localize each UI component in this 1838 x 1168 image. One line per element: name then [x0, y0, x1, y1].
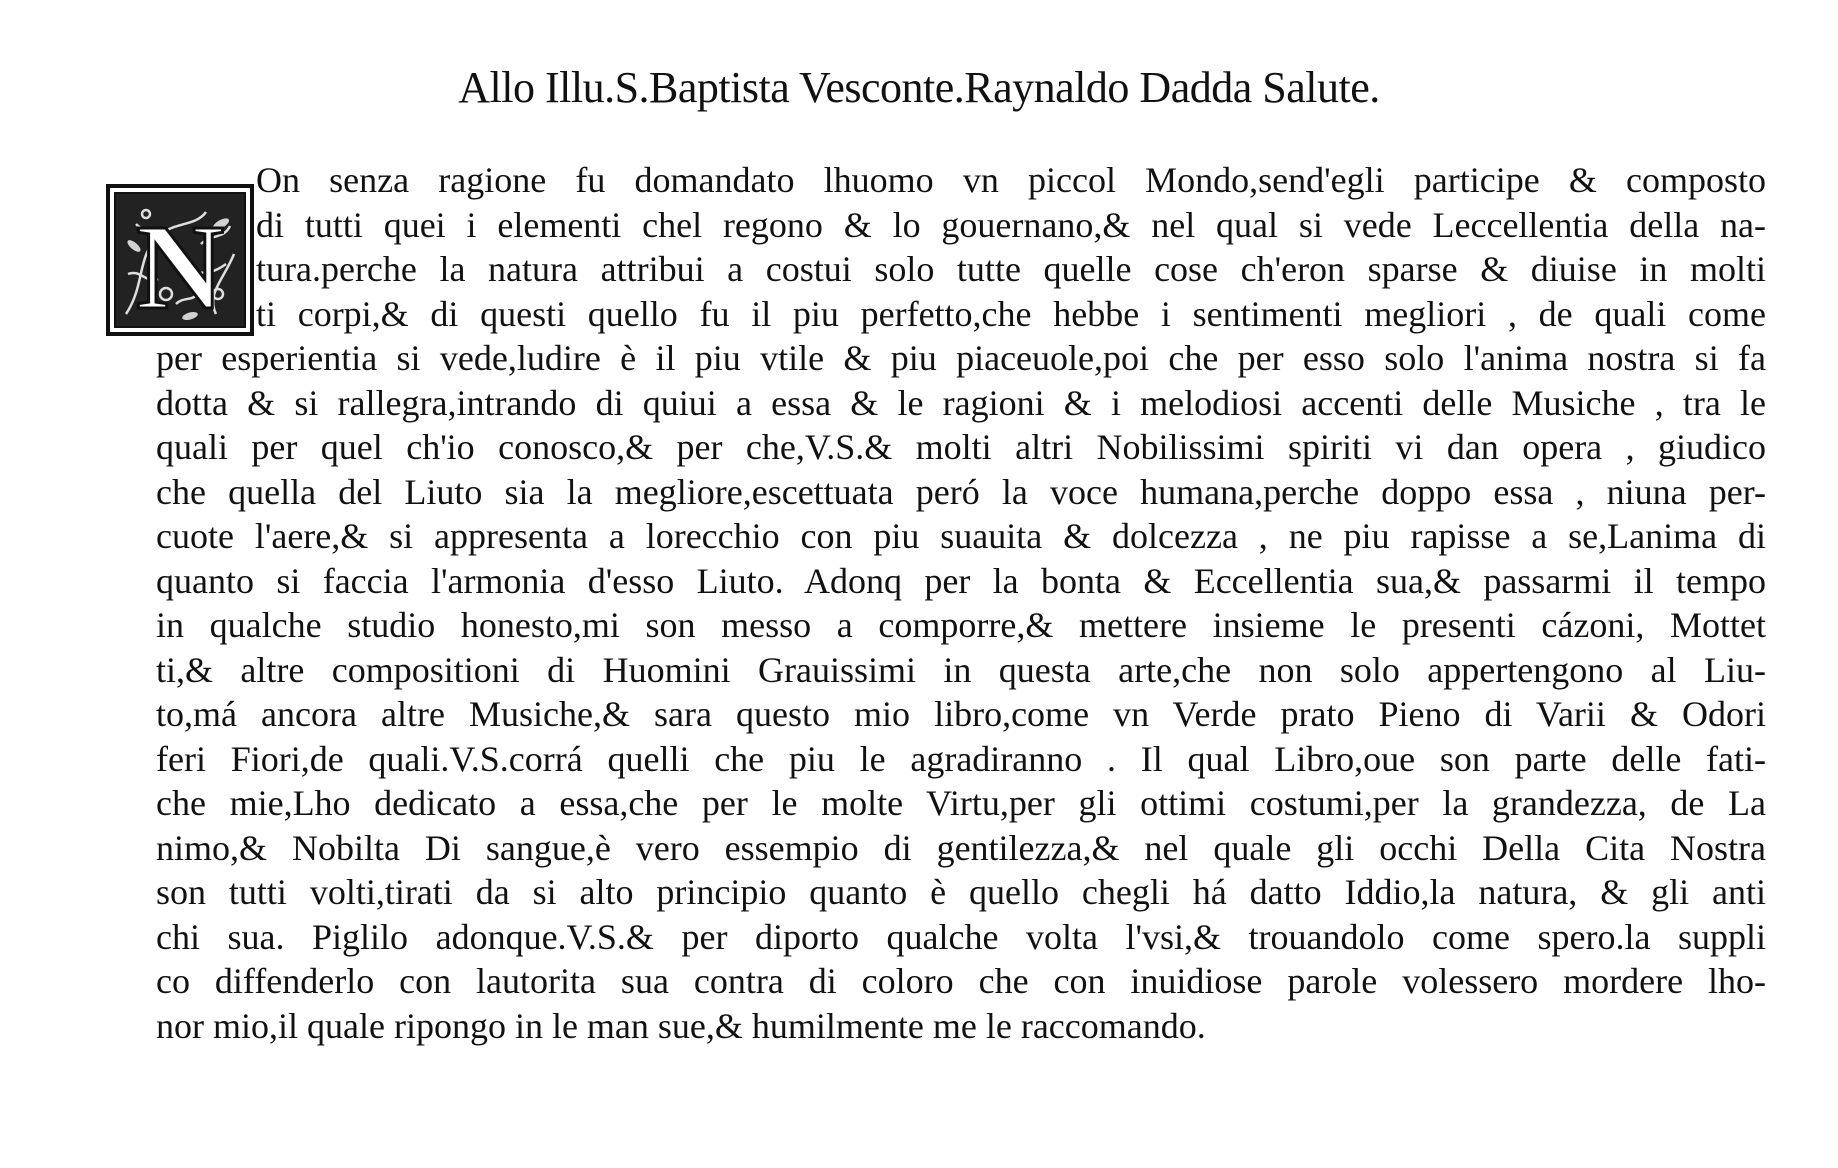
- text-line: cuote l'aere,& si appresenta a lorecchio con piu suauita & dolcezza , ne piu rapisse a se,Lanima di: [156, 516, 1766, 556]
- initial-letter: N: [135, 200, 225, 335]
- dedication-heading: Allo Illu.S.Baptista Vesconte.Raynaldo Dadda Salute.: [458, 63, 1380, 112]
- text-line: nor mio,il quale ripongo in le man sue,& humilmente me le raccomando.: [156, 1005, 1206, 1046]
- text-line: to,má ancora altre Musiche,& sara questo mio libro,come vn Verde prato Pieno di Varii & Odori: [156, 694, 1766, 734]
- text-line: ti corpi,& di questi quello fu il piu perfetto,che hebbe i sentimenti megliori , de quali come: [256, 293, 1766, 334]
- text-line: son tutti volti,tirati da si alto principio quanto è quello chegli há datto Iddio,la natura, & gli anti: [156, 872, 1766, 912]
- text-line: On senza ragione fu domandato lhuomo vn piccol Mondo,send'egli participe & composto: [256, 160, 1766, 200]
- text-line: chi sua. Piglilo adonque.V.S.& per diporto qualche volta l'vsi,& trouandolo come spero.la suppli: [156, 916, 1766, 957]
- text-line: quali per quel ch'io conosco,& per che,V.S.& molti altri Nobilissimi spiriti vi dan opera , giudico: [156, 427, 1766, 467]
- text-line: di tutti quei i elementi chel regono & lo gouernano,& nel qual si vede Leccellentia della na-: [256, 204, 1766, 245]
- text-line: dotta & si rallegra,intrando di quiui a essa & le ragioni & i melodiosi accenti delle Musiche , tra le: [156, 382, 1766, 423]
- text-line: co diffenderlo con lautorita sua contra di coloro che con inuidiose parole volessero mordere lho-: [156, 961, 1766, 1001]
- text-line: in qualche studio honesto,mi son messo a comporre,& mettere insieme le presenti cázoni, Mottet: [156, 605, 1766, 645]
- text-line: che mie,Lho dedicato a essa,che per le molte Virtu,per gli ottimi costumi,per la grandezza, de La: [156, 783, 1766, 823]
- text-line: quanto si faccia l'armonia d'esso Liuto. Adonq per la bonta & Eccellentia sua,& passarmi il tempo: [156, 560, 1766, 601]
- text-line: per esperientia si vede,ludire è il piu vtile & piu piaceuole,poi che per esso solo l'anima nostra si fa: [156, 338, 1766, 378]
- text-line: feri Fiori,de quali.V.S.corrá quelli che piu le agradiranno . Il qual Libro,oue son parte delle fati-: [156, 738, 1766, 779]
- text-line: che quella del Liuto sia la megliore,escettuata peró la voce humana,perche doppo essa , niuna per-: [156, 471, 1766, 512]
- text-line: nimo,& Nobilta Di sangue,è vero essempio di gentilezza,& nel quale gli occhi Della Cita Nostra: [156, 827, 1766, 868]
- text-line: ti,& altre compositioni di Huomini Grauissimi in questa arte,che non solo appertengono al Liu-: [156, 649, 1766, 690]
- dedication-text: [156, 158, 1766, 1048]
- text-line: tura.perche la natura attribui a costui solo tutte quelle cose ch'eron sparse & diuise in molti: [256, 249, 1766, 289]
